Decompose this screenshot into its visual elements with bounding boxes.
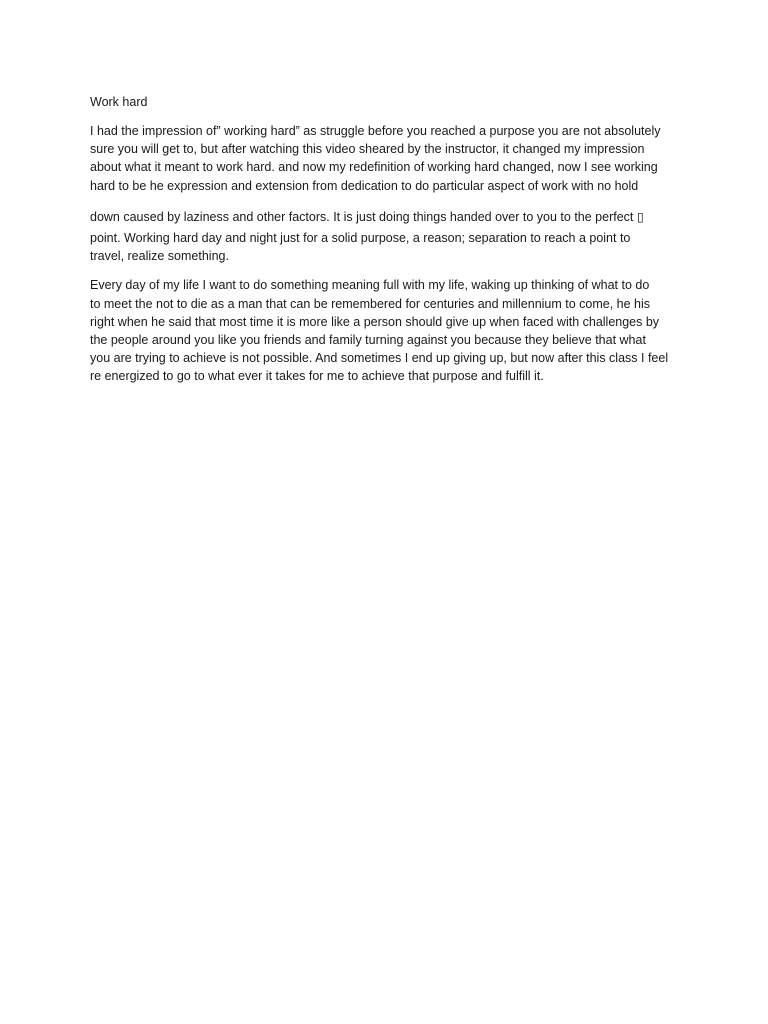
paragraph-line: Every day of my life I want to do something meaning full with my life, waking up thinking of what to do bbox=[90, 278, 650, 293]
paragraph-4 bbox=[90, 276, 680, 385]
paragraph-line: to meet the not to die as a man that can be remembered for centuries and millennium to come, he his bbox=[90, 296, 651, 311]
paragraph-line: hard to be he expression and extension from dedication to do particular aspect of work with no hold bbox=[90, 178, 639, 193]
paragraph-line: I had the impression of” working hard” as struggle before you reached a purpose you are not absolutely bbox=[90, 124, 661, 138]
paragraph-line: the people around you like you friends and family turning against you because they believe that what bbox=[90, 333, 646, 348]
paragraph-2 bbox=[90, 208, 680, 226]
paragraph-line: about what it meant to work hard. and now my redefinition of working hard changed, now I see working bbox=[90, 160, 658, 175]
paragraph-line: you are trying to achieve is not possible. And sometimes I end up giving up, but now after this class I feel bbox=[90, 351, 669, 366]
paragraph-line: point. Working hard day and night just for a solid purpose, a reason; separation to reach a point to bbox=[90, 231, 631, 246]
document-body bbox=[90, 93, 680, 386]
paragraph-1 bbox=[90, 122, 680, 195]
paragraph-line: re energized to go to what ever it takes for me to achieve that purpose and fulfill it. bbox=[90, 369, 544, 384]
paragraph-line: sure you will get to, but after watching this video sheared by the instructor, it changed my impression bbox=[90, 142, 645, 157]
paragraph-3 bbox=[90, 229, 680, 265]
paragraph-line: travel, realize something. bbox=[90, 249, 229, 264]
paragraph-line: right when he said that most time it is more like a person should give up when faced with challenges by bbox=[90, 314, 660, 329]
paragraph-line: down caused by laziness and other factors. It is just doing things handed over to you to the perfect ▯ bbox=[90, 209, 644, 224]
document-title: Work hard bbox=[90, 95, 148, 109]
